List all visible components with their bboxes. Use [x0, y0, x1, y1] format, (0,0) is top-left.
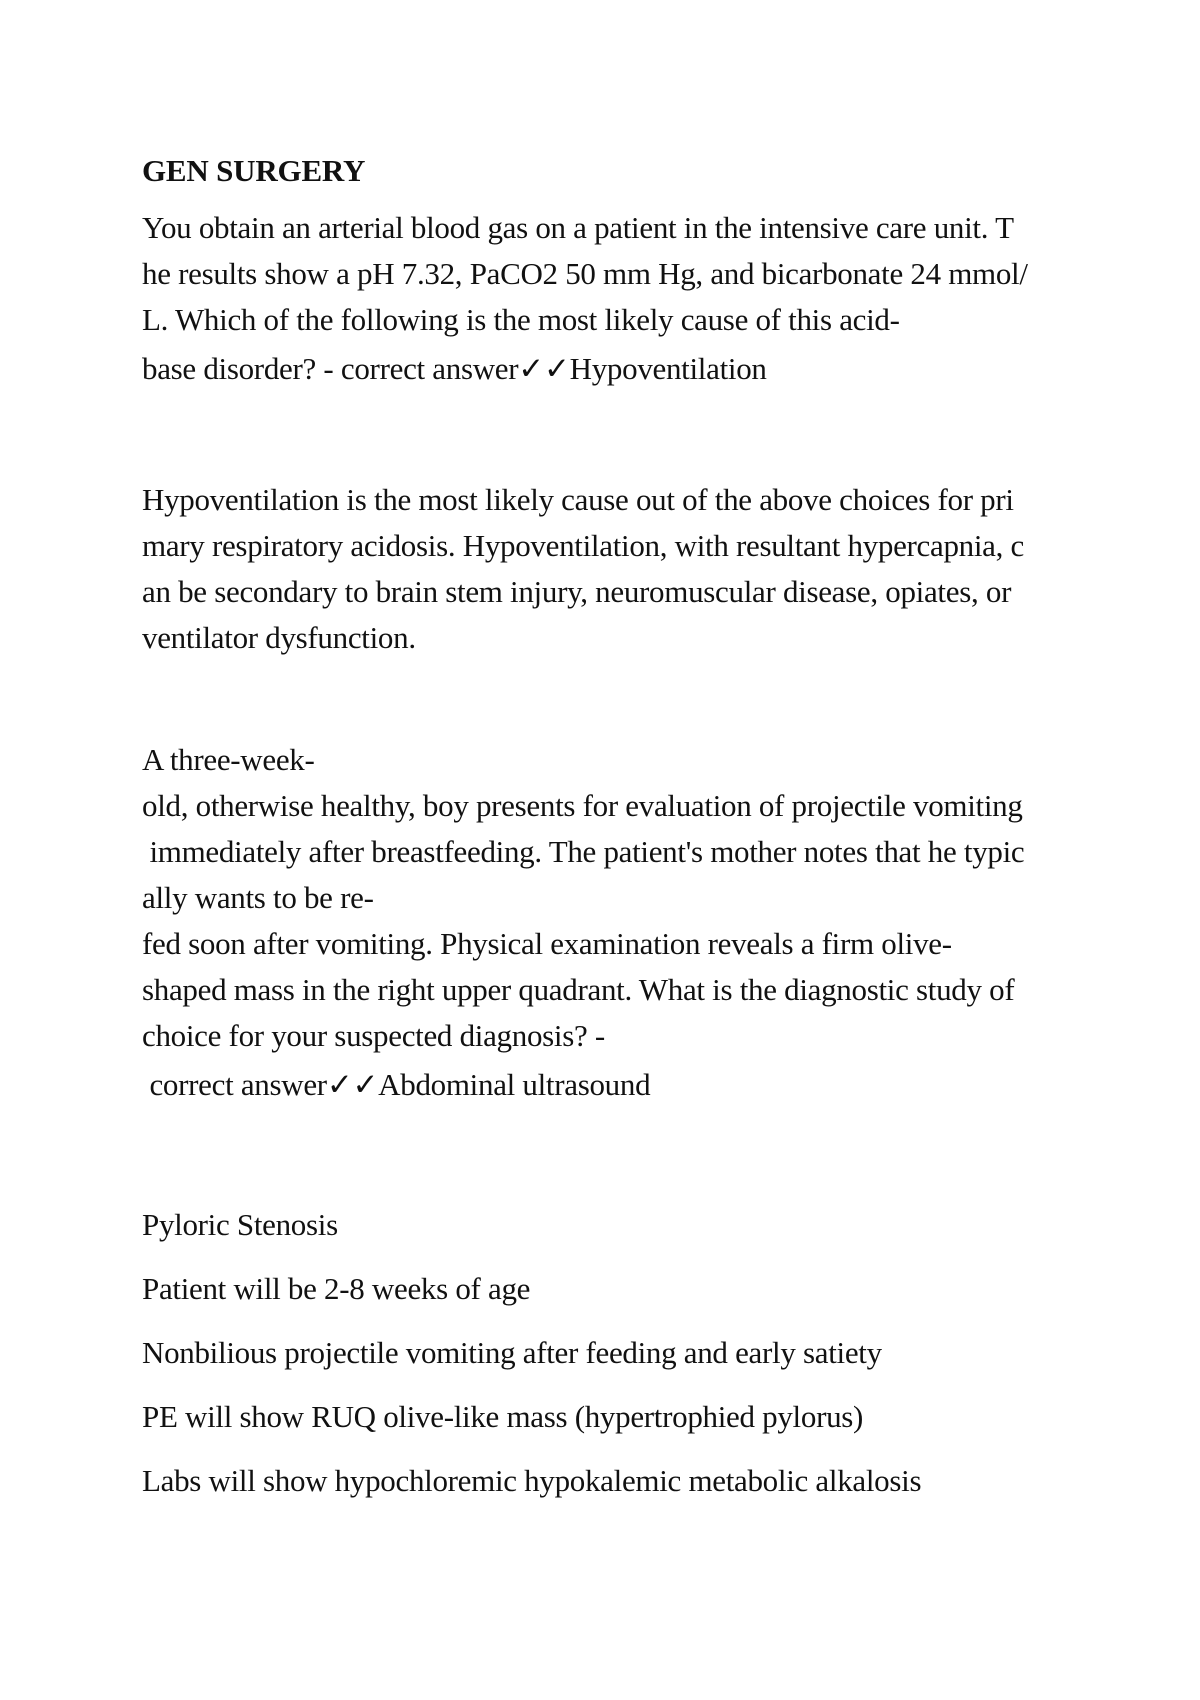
question-2-line-5: fed soon after vomiting. Physical examination reveals a firm olive-	[142, 926, 952, 962]
note-item: Nonbilious projectile vomiting after feeding and early satiety	[142, 1335, 882, 1371]
question-1-line-2: he results show a pH 7.32, PaCO2 50 mm Hg, and bicarbonate 24 mmol/	[142, 256, 1028, 292]
question-2-line-6: shaped mass in the right upper quadrant. What is the diagnostic study of	[142, 972, 1015, 1008]
explanation-1-line-3: an be secondary to brain stem injury, neuromuscular disease, opiates, or	[142, 574, 1012, 610]
spacer	[142, 1111, 1072, 1193]
question-2	[142, 737, 1072, 1111]
question-2-line-1: A three-week-	[142, 742, 315, 778]
note-item: Patient will be 2-8 weeks of age	[142, 1271, 531, 1307]
question-2-line-2: old, otherwise healthy, boy presents for evaluation of projectile vomiting	[142, 788, 1023, 824]
explanation-1	[142, 477, 1072, 661]
spacer	[142, 661, 1072, 737]
question-1	[142, 205, 1072, 395]
question-2-line-7: choice for your suspected diagnosis? -	[142, 1018, 605, 1054]
question-1-answer-line: base disorder? - correct answer✓✓Hypoventilation	[142, 351, 767, 387]
document-page	[142, 152, 1072, 1513]
note-item: Labs will show hypochloremic hypokalemic metabolic alkalosis	[142, 1463, 922, 1499]
explanation-1-line-2: mary respiratory acidosis. Hypoventilation, with resultant hypercapnia, c	[142, 528, 1025, 564]
question-2-answer-line: correct answer✓✓Abdominal ultrasound	[142, 1067, 651, 1103]
explanation-1-line-4: ventilator dysfunction.	[142, 620, 416, 656]
explanation-1-line-1: Hypoventilation is the most likely cause out of the above choices for pri	[142, 482, 1014, 518]
question-1-line-3: L. Which of the following is the most likely cause of this acid-	[142, 302, 900, 338]
note-item: PE will show RUQ olive-like mass (hypertrophied pylorus)	[142, 1399, 864, 1435]
question-1-line-1: You obtain an arterial blood gas on a patient in the intensive care unit. T	[142, 210, 1014, 246]
question-2-line-3: immediately after breastfeeding. The patient's mother notes that he typic	[142, 834, 1025, 870]
question-2-line-4: ally wants to be re-	[142, 880, 374, 916]
note-title: Pyloric Stenosis	[142, 1207, 338, 1243]
section-heading: GEN SURGERY	[142, 153, 366, 188]
spacer	[142, 395, 1072, 477]
notes-list	[142, 1193, 1072, 1513]
